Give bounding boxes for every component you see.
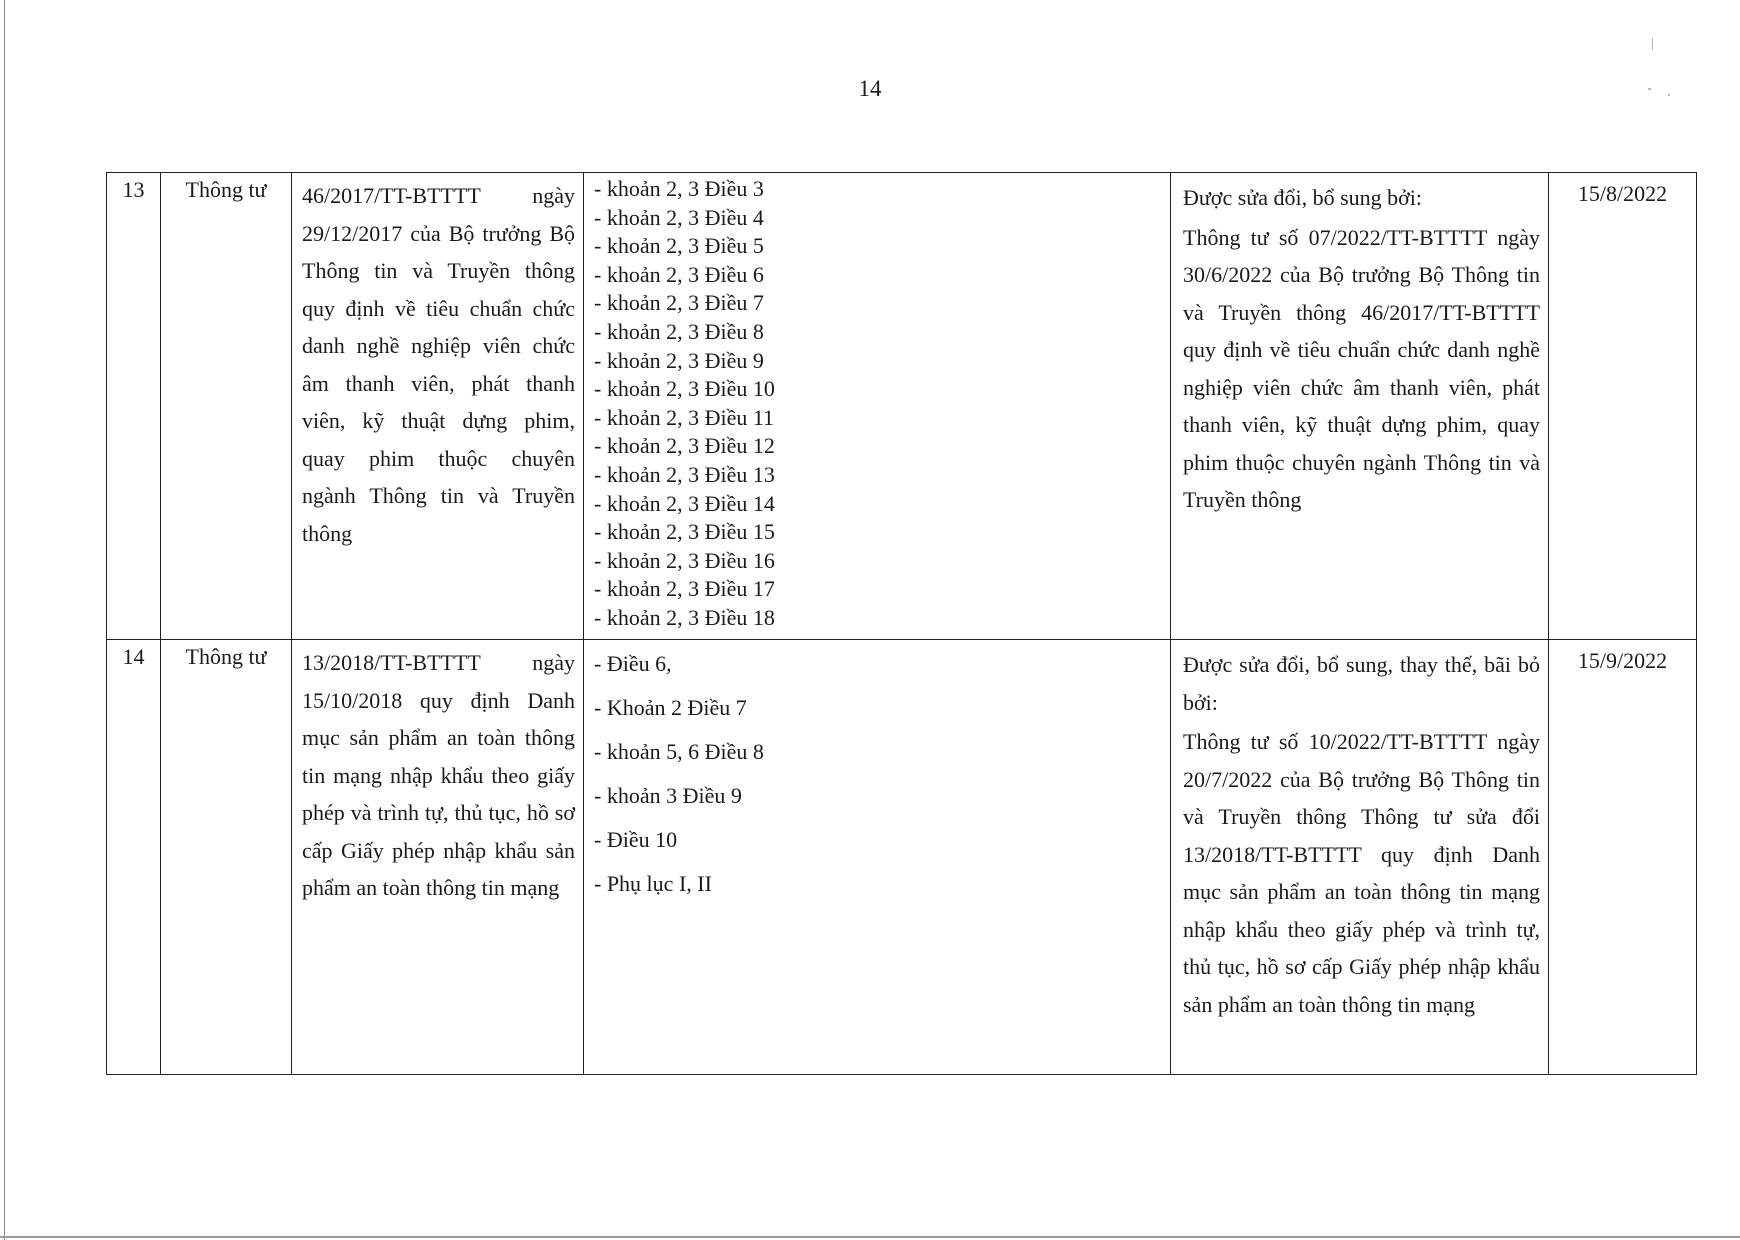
article-item: - khoản 2, 3 Điều 11 bbox=[594, 404, 775, 430]
page-number: 14 bbox=[858, 76, 882, 101]
article-item: - khoản 2, 3 Điều 10 bbox=[594, 376, 775, 402]
article-item: - khoản 2, 3 Điều 17 bbox=[594, 576, 775, 602]
article-item: - khoản 2, 3 Điều 3 bbox=[594, 176, 764, 201]
document-description: 46/2017/TT-BTTTT ngày 29/12/2017 của Bộ trưởng Bộ Thông tin và Truyền thông quy định về tiêu chuẩn chức danh nghề nghiệp viên chức âm thanh viên, phát thanh viên, kỹ thuật dựng phim, quay phim thuộc chuyên ngành Thông tin và Truyền thông bbox=[292, 173, 584, 640]
page-edge-bottom bbox=[0, 1236, 1740, 1238]
article-item: - khoản 2, 3 Điều 7 bbox=[594, 290, 764, 316]
document-description: 13/2018/TT-BTTTT ngày 15/10/2018 quy định Danh mục sản phẩm an toàn thông tin mạng nhập khẩu theo giấy phép và trình tự, thủ tục, hồ sơ cấp Giấy phép nhập khẩu sản phẩm an toàn thông tin mạng bbox=[292, 640, 584, 1075]
article-item: - khoản 2, 3 Điều 13 bbox=[594, 461, 775, 487]
article-item: - khoản 2, 3 Điều 9 bbox=[594, 347, 764, 373]
amendment-body: Thông tư số 07/2022/TT-BTTTT ngày 30/6/2022 của Bộ trưởng Bộ Thông tin và Truyền thông 46/2017/TT-BTTTT quy định về tiêu chuẩn chức danh nghề nghiệp viên chức âm thanh viên, phát thanh viên, kỹ thuật dựng phim, quay phim thuộc chuyên ngành Thông tin và Truyền thông bbox=[1183, 224, 1540, 512]
article-item: - khoản 2, 3 Điều 18 bbox=[594, 604, 775, 630]
article-item: - khoản 3 Điều 9 bbox=[594, 783, 742, 808]
article-item: - khoản 2, 3 Điều 6 bbox=[594, 261, 764, 287]
article-item: - khoản 5, 6 Điều 8 bbox=[594, 739, 764, 764]
article-item: - khoản 2, 3 Điều 16 bbox=[594, 547, 775, 573]
article-item: - khoản 2, 3 Điều 5 bbox=[594, 233, 764, 259]
document-table bbox=[106, 172, 1697, 1075]
article-item: - Điều 6, bbox=[594, 651, 672, 676]
row-number: 14 bbox=[107, 640, 161, 1075]
page-edge-left bbox=[4, 0, 5, 1240]
document-type: Thông tư bbox=[161, 173, 292, 640]
article-list bbox=[584, 640, 1171, 1075]
article-item: - khoản 2, 3 Điều 4 bbox=[594, 204, 764, 230]
table-row bbox=[107, 640, 1697, 1075]
article-item: - khoản 2, 3 Điều 8 bbox=[594, 318, 764, 344]
scan-mark bbox=[1652, 38, 1653, 50]
row-number: 13 bbox=[107, 173, 161, 640]
amendment-title: Được sửa đổi, bổ sung, thay thế, bãi bỏ bởi: bbox=[1183, 652, 1540, 715]
amendment-info bbox=[1171, 173, 1549, 640]
article-item: - Phụ lục I, II bbox=[594, 871, 712, 896]
amendment-title: Được sửa đổi, bổ sung bởi: bbox=[1183, 185, 1422, 210]
amendment-info bbox=[1171, 640, 1549, 1075]
document-type: Thông tư bbox=[161, 640, 292, 1075]
effective-date: 15/8/2022 bbox=[1549, 173, 1697, 640]
amendment-body: Thông tư số 10/2022/TT-BTTTT ngày 20/7/2022 của Bộ trưởng Bộ Thông tin và Truyền thông Thông tư sửa đổi 13/2018/TT-BTTTT quy định Danh mục sản phẩm an toàn thông tin mạng nhập khẩu theo giấy phép và trình tự, thủ tục, hồ sơ cấp Giấy phép nhập khẩu sản phẩm an toàn thông tin mạng bbox=[1183, 729, 1540, 1017]
article-item: - khoản 2, 3 Điều 12 bbox=[594, 433, 775, 459]
article-list bbox=[584, 173, 1171, 640]
article-item: - khoản 2, 3 Điều 14 bbox=[594, 490, 775, 516]
article-item: - khoản 2, 3 Điều 15 bbox=[594, 519, 775, 545]
table-row bbox=[107, 173, 1697, 640]
article-item: - Điều 10 bbox=[594, 827, 678, 852]
effective-date: 15/9/2022 bbox=[1549, 640, 1697, 1075]
article-item: - Khoản 2 Điều 7 bbox=[594, 695, 747, 720]
